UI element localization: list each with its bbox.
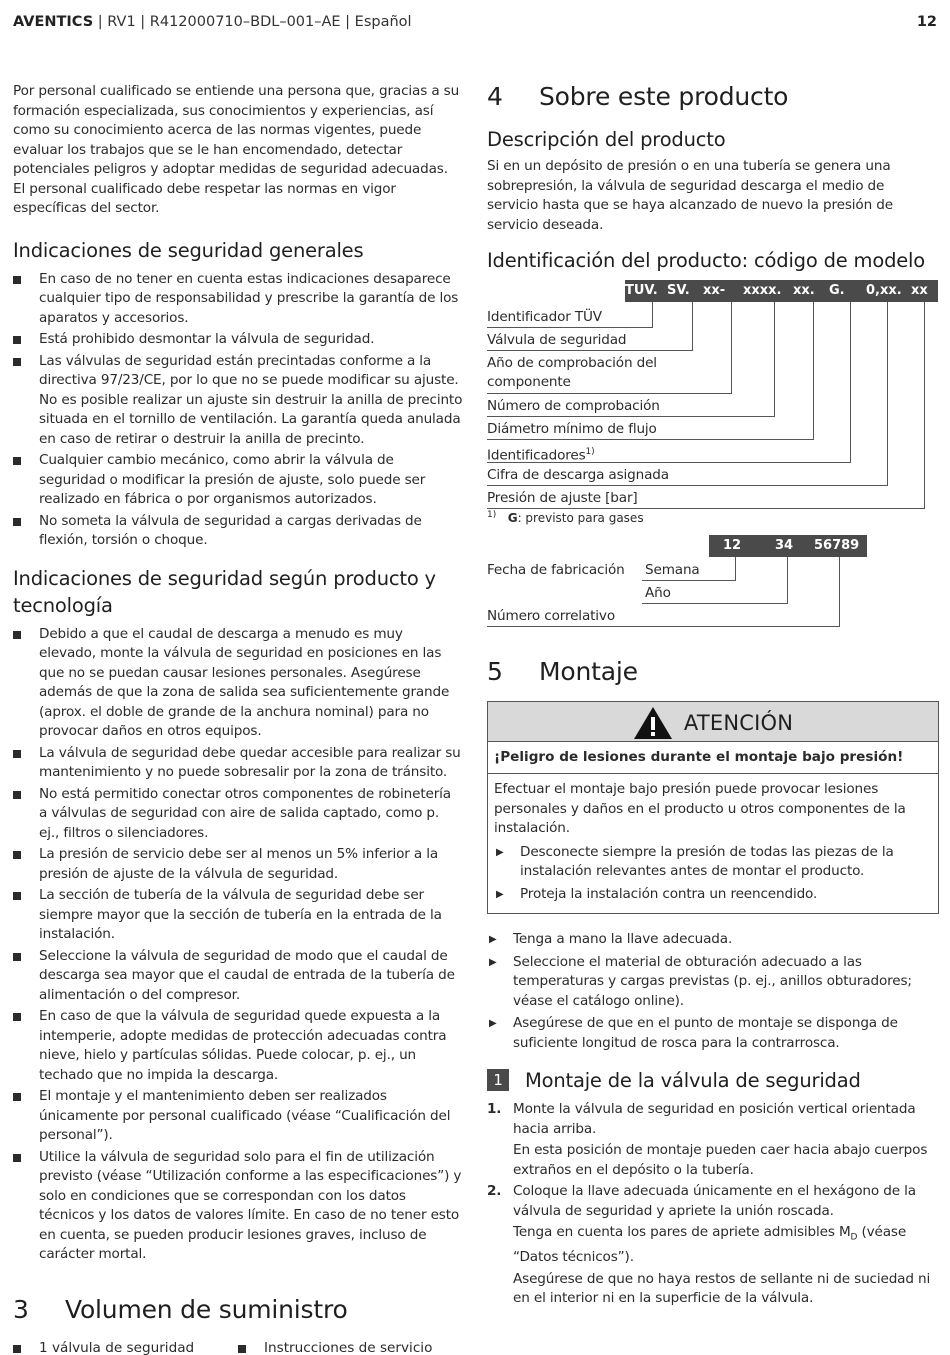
list-item: No está permitido conectar otros componentes de robinetería a válvulas de seguridad con aire de salida captado, como p. ej., filtros o silenciadores.: [13, 785, 463, 844]
list-item: La presión de servicio debe ser al menos un 5% inferior a la presión de ajuste de la válvula de seguridad.: [13, 845, 463, 884]
date-segment: 56789: [814, 538, 860, 553]
leader-line: [487, 350, 692, 351]
list-item: Cualquier cambio mecánico, como abrir la válvula de seguridad o modificar la presión de ajuste, solo puede ser realizado en fábrica o por organismos autorizados.: [13, 451, 463, 510]
leader-line: [731, 302, 732, 394]
section-4-heading: [487, 82, 939, 112]
code-segment: xx.: [793, 283, 815, 298]
section-5-heading: [487, 657, 939, 687]
product-description-heading: Descripción del producto: [487, 128, 726, 151]
section-number: 5: [487, 657, 503, 686]
list-item: La válvula de seguridad debe quedar accesible para realizar su mantenimiento y no puede sobresalir por la zona de tránsito.: [13, 744, 463, 783]
date-label: Semana: [645, 562, 700, 578]
list-item: Utilice la válvula de seguridad solo para el fin de utilización previsto (véase “Utilización conforme a las especificaciones”) y solo en condiciones que se correspondan con los datos técnicos y los datos de valores límite. En caso de no tener esto en cuenta, se pueden producir lesiones graves, incluso de carácter mortal.: [13, 1148, 463, 1265]
list-item: La sección de tubería de la válvula de seguridad debe ser siempre mayor que la sección de tubería en la entrada de la instalación.: [13, 886, 463, 945]
leader-line: [642, 603, 787, 604]
document-id: | RV1 | R412000710–BDL–001–AE | Español: [93, 14, 412, 30]
product-identification-heading: Identificación del producto: código de modelo: [487, 249, 925, 272]
leader-line: [850, 302, 851, 463]
leader-line: [487, 416, 774, 417]
warning-box: [487, 701, 939, 914]
list-item: Seleccione la válvula de seguridad de modo que el caudal de descarga sea mayor que el caudal de entrada de la tubería de alimentación o del compresor.: [13, 947, 463, 1006]
date-code-diagram: [487, 535, 939, 635]
footnote: $^{1)}$ G: previsto para gases: [487, 510, 644, 525]
list-item: El montaje y el mantenimiento deben ser realizados únicamente por personal cualificado (véase “Cualificación del personal”).: [13, 1087, 463, 1146]
leader-line: [487, 439, 813, 440]
bullet-icon: [13, 518, 21, 526]
code-label: Número de comprobación: [487, 398, 660, 414]
list-item: Instrucciones de servicio: [238, 1339, 463, 1355]
arrow-bullet-icon: ▶: [489, 934, 497, 945]
code-segment: G.: [829, 283, 845, 298]
leader-line: [652, 302, 653, 328]
list-item: ▶ Desconecte siempre la presión de todas las piezas de la instalación relevantes antes de montar el producto.: [496, 843, 894, 879]
list-item: 1 válvula de seguridad: [13, 1339, 238, 1355]
product-safety-heading: Indicaciones de seguridad según producto y tecnología: [13, 566, 436, 617]
bullet-icon: [13, 457, 21, 465]
section-title: Volumen de suministro: [65, 1294, 348, 1324]
list-item: 1. Monte la válvula de seguridad en posición vertical orientada hacia arriba. En esta posición de montaje pueden caer hacia abajo cuerpos extraños en el depósito o la tubería.: [487, 1101, 928, 1178]
step-number-badge: 1: [487, 1069, 509, 1091]
warning-triangle-icon: [633, 706, 673, 740]
list-item: Las válvulas de seguridad están precintadas conforme a la directiva 97/23/CE, por lo que no se puede modificar su ajuste. No es posible realizar un ajuste sin destruir la anilla de precinto situada en el tornillo de ventilación. La garantía queda anulada en caso de retirar o destruir la anilla de precinto.: [13, 352, 463, 450]
product-description-text: Si en un depósito de presión o en una tubería se genera una sobrepresión, la válvula de seguridad descarga el medio de servicio hasta que se haya alcanzado de nuevo la presión de servicio deseada.: [487, 158, 893, 233]
warning-title: ATENCIÓN: [683, 711, 794, 735]
code-label: componente: [487, 374, 571, 390]
list-item: ▶ Proteja la instalación contra un reencendido.: [496, 885, 818, 902]
bullet-icon: [13, 1154, 21, 1162]
brand-name: AVENTICS: [13, 14, 94, 30]
leader-line: [787, 557, 788, 604]
intro-paragraph: Por personal cualificado se entiende una persona que, gracias a su formación especializada, sus conocimientos y experiencias, así como su conocimiento acerca de las normas vigentes, puede evaluar los trabajos que se le han encomendado, detectar potenciales peligros y adoptar medidas de seguridad adecuadas. El personal cualificado debe respetar las normas en vigor específicas del sector.: [13, 83, 460, 216]
leader-line: [487, 485, 887, 486]
bullet-icon: [13, 276, 21, 284]
leader-line: [487, 626, 839, 627]
code-segment: SV.: [667, 283, 690, 298]
leader-line: [487, 508, 924, 509]
code-segment: xxxx.: [743, 283, 782, 298]
bullet-icon: [13, 358, 21, 366]
date-segment: 12: [723, 538, 742, 553]
type-code-diagram: [487, 280, 939, 525]
bullet-icon: [238, 1345, 246, 1353]
preparation-list: [487, 930, 939, 1053]
arrow-bullet-icon: ▶: [496, 888, 504, 900]
warning-actions: [494, 843, 932, 905]
warning-headline: ¡Peligro de lesiones durante el montaje bajo presión!: [488, 748, 938, 774]
bullet-icon: [13, 1013, 21, 1021]
bullet-icon: [13, 1345, 21, 1353]
leader-line: [774, 302, 775, 417]
general-safety-list: [13, 270, 463, 551]
list-item: Está prohibido desmontar la válvula de seguridad.: [13, 330, 463, 350]
code-segment: xx-: [703, 283, 726, 298]
section-number: 3: [13, 1294, 29, 1324]
mounting-step-heading: [487, 1067, 939, 1094]
code-segment: 0,xx.: [866, 283, 902, 298]
code-label: Válvula de seguridad: [487, 332, 627, 348]
bullet-icon: [13, 851, 21, 859]
warning-text: Efectuar el montaje bajo presión puede provocar lesiones personales y daños en el producto u otros componentes de la instalación.: [494, 781, 906, 836]
leader-line: [735, 557, 736, 581]
leader-line: [813, 302, 814, 440]
code-segment: xx: [911, 283, 928, 298]
type-code-bar: [625, 280, 938, 302]
leader-line: [487, 462, 850, 463]
general-safety-heading: Indicaciones de seguridad generales: [13, 238, 364, 262]
section-title: Sobre este producto: [539, 82, 789, 111]
bullet-icon: [13, 750, 21, 758]
date-label: Fecha de fabricación: [487, 562, 625, 578]
arrow-bullet-icon: ▶: [489, 1018, 497, 1029]
leader-line: [887, 302, 888, 486]
date-label: Año: [645, 585, 671, 601]
list-item: ▶ Asegúrese de que en el punto de montaje se disponga de suficiente longitud de rosca para la contrarrosca.: [489, 1015, 898, 1051]
page-header: [13, 14, 937, 36]
date-label: Número correlativo: [487, 608, 615, 624]
step-title: Montaje de la válvula de seguridad: [525, 1069, 861, 1092]
date-segment: 34: [775, 538, 794, 553]
section-number: 4: [487, 82, 503, 111]
bullet-icon: [13, 336, 21, 344]
list-item: Debido a que el caudal de descarga a menudo es muy elevado, monte la válvula de seguridad en posiciones en las que no se puedan causar lesiones personales. Asegúrese además de que la zona de salida sea suficientemente grande (aprox. el doble de grande de la anchura nominal) para no provocar daños en otros equipos.: [13, 625, 463, 742]
arrow-bullet-icon: ▶: [489, 956, 497, 968]
bullet-icon: [13, 892, 21, 900]
list-item: En caso de no tener en cuenta estas indicaciones desaparece cualquier tipo de responsabilidad y prescribe la garantía de los aparatos y accesorios.: [13, 270, 463, 329]
right-column: [487, 82, 939, 1311]
leader-line: [924, 302, 925, 509]
warning-header: [488, 702, 938, 742]
code-label: Año de comprobación del: [487, 355, 657, 371]
date-code-bar: [709, 535, 867, 557]
list-item: En caso de que la válvula de seguridad quede expuesta a la intemperie, adopte medidas de protección adecuadas contra nieve, hielo y partículas sólidas. Puede colocar, p. ej., un techado que no impida la descarga.: [13, 1007, 463, 1085]
mounting-steps: [487, 1100, 939, 1309]
bullet-icon: [13, 791, 21, 799]
bullet-icon: [13, 631, 21, 639]
code-label: Diámetro mínimo de flujo: [487, 421, 657, 437]
leader-line: [642, 580, 735, 581]
product-safety-list: [13, 625, 463, 1265]
section-title: Montaje: [539, 657, 638, 686]
code-label: Identificadores$^{1)}$: [487, 447, 595, 464]
leader-line: [839, 557, 840, 627]
leader-line: [487, 327, 652, 328]
list-item: ▶ Seleccione el material de obturación adecuado a las temperaturas y cargas previstas (p. ej., anillos obturadores; véase el catálogo online).: [489, 953, 912, 1009]
section-3-heading: [13, 1295, 463, 1325]
bullet-icon: [13, 953, 21, 961]
bullet-icon: [13, 1093, 21, 1101]
arrow-bullet-icon: ▶: [496, 846, 504, 858]
warning-body: [488, 742, 938, 913]
leader-line: [487, 393, 731, 394]
code-segment: TUV.: [625, 283, 658, 298]
scope-list: [13, 1339, 463, 1355]
code-label: Presión de ajuste [bar]: [487, 490, 638, 506]
leader-line: [692, 302, 693, 351]
page-number: 12: [916, 14, 937, 30]
code-label: Cifra de descarga asignada: [487, 467, 669, 483]
code-label: Identificador TÜV: [487, 309, 602, 325]
list-item: No someta la válvula de seguridad a cargas derivadas de flexión, torsión o choque.: [13, 512, 463, 551]
list-item: ▶ Tenga a mano la llave adecuada.: [489, 931, 733, 947]
left-column: [13, 82, 463, 1355]
list-item: 2. Coloque la llave adecuada únicamente en el hexágono de la válvula de seguridad y apriete la unión roscada. Tenga en cuenta los pares de apriete admisibles $M_D$ (véase “Datos técnicos”). Asegúrese de que no haya restos de sellante ni de suciedad ni en el interior ni en la superficie de la válvula.: [487, 1183, 931, 1307]
